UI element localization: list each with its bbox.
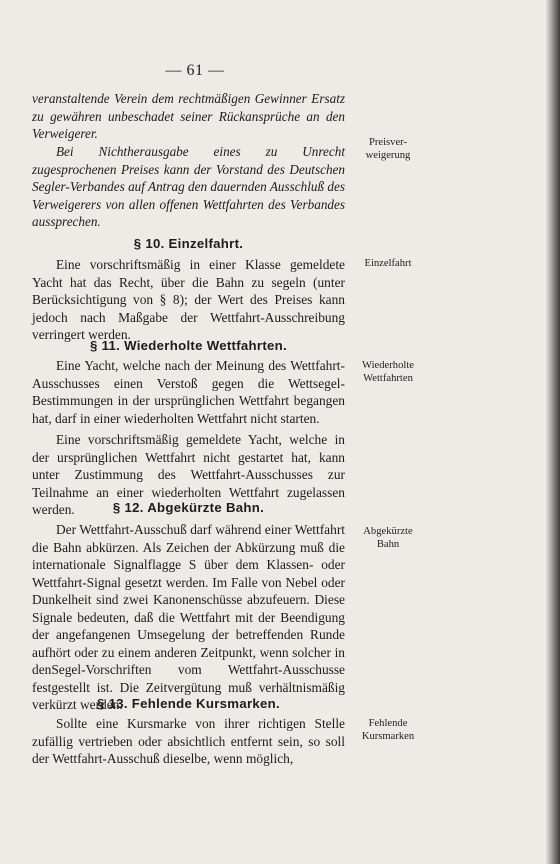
page-binding-edge [546,0,560,864]
paragraph-fehlende-kursmarken: Sollte eine Kursmarke von ihrer richtigen Stelle zufällig vertrieben oder absichtlich entfernt sein, so soll der Wettfahrt-Ausschuß dieselbe, wenn möglich, [32,716,345,766]
paragraph-preisverweigerung: Bei Nichtherausgabe eines zu Unrecht zugesprochenen Preises kann der Vorstand des Deutschen Segler-Verbandes auf Antrag den dauernden Ausschluß des Verweigerers von allen offenen Wettfahrten des Verbandes aussprechen. [32,144,345,230]
section-heading-12: § 12. Abgekürzte Bahn. [112,500,265,515]
paragraph-abgekuerzte-bahn: Der Wettfahrt-Ausschuß darf während einer Wettfahrt die Bahn abkürzen. Als Zeichen der Abkürzung muß die internationale Signalflagge S über dem Klassen- oder Wettfahrt-Signal gesetzt werden. Im Falle von Nebel oder Dunkelheit sind zwei Kanonenschüsse abzufeuern. Diese Signale bedeuten, daß die Wettfahrt mit der Beendigung der angefangenen Umsegelung der betreffenden Runde aufhört oder zu einem anderen Zeitpunkt, wenn solcher in denSegel-Vorschriften vom Wettfahrt-Ausschusse festgestellt ist. Die Zeitvergütung muß verhältnismäßig verkürzt werden. [32,522,345,712]
section-heading-11: § 11. Wiederholte Wettfahrten. [90,338,287,353]
margin-note-einzelfahrt: Einzelfahrt [364,258,412,269]
margin-note-preisverweigerung: Preisver-weigerung [365,137,411,161]
paragraph-continuation: veranstaltende Verein dem rechtmäßigen Gewinner Ersatz zu gewähren unbeschadet seiner Rückansprüche an den Verweigerer. [32,91,345,142]
section-heading-10: § 10. Einzelfahrt. [133,236,244,251]
margin-note-wiederholte-wettfahrten: Wiederholte Wettfahrten [362,360,414,384]
section-heading-13: § 13. Fehlende Kursmarken. [97,696,280,711]
margin-note-fehlende-kursmarken: Fehlende Kursmarken [361,718,415,742]
paragraph-wiederholte-2: Eine vorschriftsmäßig gemeldete Yacht, welche in der ursprünglichen Wettfahrt nicht gestartet hat, kann unter Zustimmung des Wettfahrt-Ausschusses zur Teilnahme an einer wiederholten Wettfahrt zugelassen werden. [32,432,345,517]
paragraph-wiederholte-1: Eine Yacht, welche nach der Meinung des Wettfahrt-Ausschusses einen Verstoß gegen die Wettsegel-Bestimmungen in der ursprünglichen Wettfahrt begangen hat, darf in einer wiederholten Wettfahrt nicht starten. [32,358,345,426]
paragraph-einzelfahrt: Eine vorschriftsmäßig in einer Klasse gemeldete Yacht hat das Recht, über die Bahn zu segeln (unter Berücksichtigung von § 8); der Wert des Preises kann jedoch nach Maßgabe der Wettfahrt-Ausschreibung verringert werden. [32,257,345,342]
margin-note-abgekuerzte-bahn: Abgekürzte Bahn [363,526,413,550]
page-number: — 61 — [165,62,225,79]
